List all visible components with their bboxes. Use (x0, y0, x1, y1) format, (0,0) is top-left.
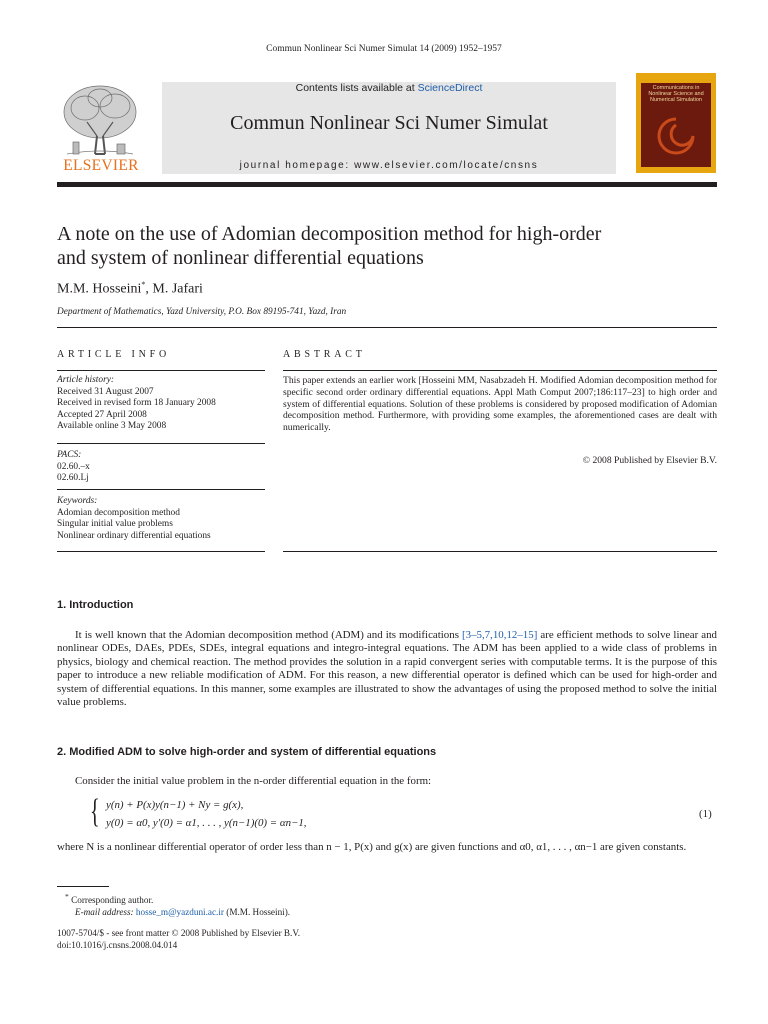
history-item: Available online 3 May 2008 (57, 421, 167, 432)
equation-line: y(0) = α0, y′(0) = α1, . . . , y(n−1)(0) = αn−1, (106, 817, 307, 829)
divider (283, 551, 717, 552)
author-separator: , (145, 281, 153, 297)
keywords-label: Keywords: (57, 496, 98, 506)
footnote-rule (57, 886, 109, 887)
contents-prefix: Contents lists available at (295, 82, 418, 94)
article-title-line: and system of nonlinear differential equations (57, 247, 424, 269)
elsevier-wordmark: ELSEVIER (63, 157, 139, 174)
divider (57, 489, 265, 490)
corresponding-author-mark[interactable]: * (141, 280, 146, 289)
divider (57, 370, 265, 371)
history-item: Accepted 27 April 2008 (57, 409, 147, 420)
divider (57, 551, 265, 552)
keyword: Singular initial value problems (57, 519, 173, 530)
history-item: Received in revised form 18 January 2008 (57, 398, 216, 409)
contents-line (162, 82, 616, 94)
email-label: E-mail address: (75, 907, 136, 918)
abstract-heading: ABSTRACT (283, 349, 366, 360)
pacs-block (57, 450, 265, 485)
copyright-notice: © 2008 Published by Elsevier B.V. (582, 455, 717, 466)
doi[interactable]: doi:10.1016/j.cnsns.2008.04.014 (57, 940, 178, 950)
equation-line: y(n) + P(x)y(n−1) + Ny = g(x), (106, 799, 244, 811)
history-item: Received 31 August 2007 (57, 386, 154, 397)
footnote-text: Corresponding author. (71, 895, 154, 906)
affiliation: Department of Mathematics, Yazd University, P.O. Box 89195-741, Yazd, Iran (57, 307, 347, 317)
sciencedirect-link[interactable]: ScienceDirect (417, 82, 483, 94)
cover-title (641, 85, 711, 103)
footnote (65, 891, 290, 918)
equation-number: (1) (699, 808, 712, 820)
paragraph-text: where N is a nonlinear differential operator of order less than n − 1, P(x) and g(x) are given functions and α0, α1, . . . , αn−1 are given constants. (57, 841, 687, 853)
journal-cover-image (636, 73, 716, 173)
footnote-mark: * (65, 892, 69, 901)
divider (283, 370, 717, 371)
authors (57, 280, 203, 298)
pacs-code: 02.60.–x (57, 461, 90, 472)
pacs-code: 02.60.Lj (57, 473, 89, 484)
footnote-text: (M.M. Hosseini). (223, 907, 291, 918)
keywords-block (57, 496, 265, 542)
journal-title: Commun Nonlinear Sci Numer Simulat (230, 112, 548, 134)
cover-title-line: Numerical Simulation (650, 97, 702, 103)
keyword: Nonlinear ordinary differential equations (57, 530, 211, 541)
cover-swirl-graphic (653, 113, 699, 159)
citation-link[interactable]: [3–5,7,10,12–15] (462, 629, 538, 641)
cover-title-line: Nonlinear Science and (648, 91, 704, 97)
article-history (57, 375, 265, 433)
intro-paragraph (57, 629, 717, 709)
header-rule (57, 182, 717, 187)
footnote-line (65, 891, 290, 906)
paragraph-text: are efficient methods to solve linear and nonlinear ODEs, DAEs, PDEs, SDEs, integral equations and integro-integral equations. The ADM has been applied to a wide class of problems in physics, biology and chemical reaction. The method provides the solution in a rapid convergent series with computable terms. It is the purpose of this paper to introduce a new reliable modification of ADM. For this reason, a new differential operator is defined which can be used for high-order and system of differential equations. In this manner, some examples are illustrated to show the advantages of using the proposed method to solve the initial value problems. (57, 629, 717, 709)
equation-brace: { (90, 793, 100, 830)
article-info-heading: ARTICLE INFO (57, 349, 171, 360)
front-matter (57, 927, 300, 951)
author-name: M. Jafari (152, 281, 203, 297)
running-head: Commun Nonlinear Sci Numer Simulat 14 (2009) 1952–1957 (266, 44, 502, 54)
footnote-line (65, 906, 290, 918)
cover-panel (641, 83, 711, 167)
paragraph-text: Consider the initial value problem in the n-order differential equation in the form: (75, 775, 432, 787)
divider (57, 443, 265, 444)
article-title (57, 222, 717, 270)
section-heading: 2. Modified ADM to solve high-order and system of differential equations (57, 746, 437, 758)
paragraph-text: It is well known that the Adomian decomposition method (ADM) and its modifications (75, 629, 462, 641)
cover-title-line: Communications in (652, 85, 700, 91)
divider (57, 327, 717, 328)
section-heading: 1. Introduction (57, 599, 134, 611)
email-link[interactable]: hosse_m@yazduni.ac.ir (135, 907, 224, 918)
front-matter-line: 1007-5704/$ - see front matter © 2008 Published by Elsevier B.V. (57, 928, 301, 938)
abstract-text: This paper extends an earlier work [Hosseini MM, Nasabzadeh H. Modified Adomian decomposition method for specific second order ordinary differential equations. Appl Math Comput 2007;186:117–23] to high order and system of differential equations. Solution of these problems is considered by proposed modification of Adomian decomposition method. Furthermore, with providing some examples, the aforementioned cases are dealt with numerically. (283, 375, 717, 434)
journal-homepage[interactable]: journal homepage: www.elsevier.com/locate/cnsns (239, 160, 539, 171)
article-title-line: A note on the use of Adomian decomposition method for high-order (57, 223, 602, 245)
history-label: Article history: (57, 375, 115, 385)
author-name: M.M. Hosseini (57, 281, 142, 297)
pacs-label: PACS: (57, 450, 82, 460)
keyword: Adomian decomposition method (57, 507, 180, 518)
